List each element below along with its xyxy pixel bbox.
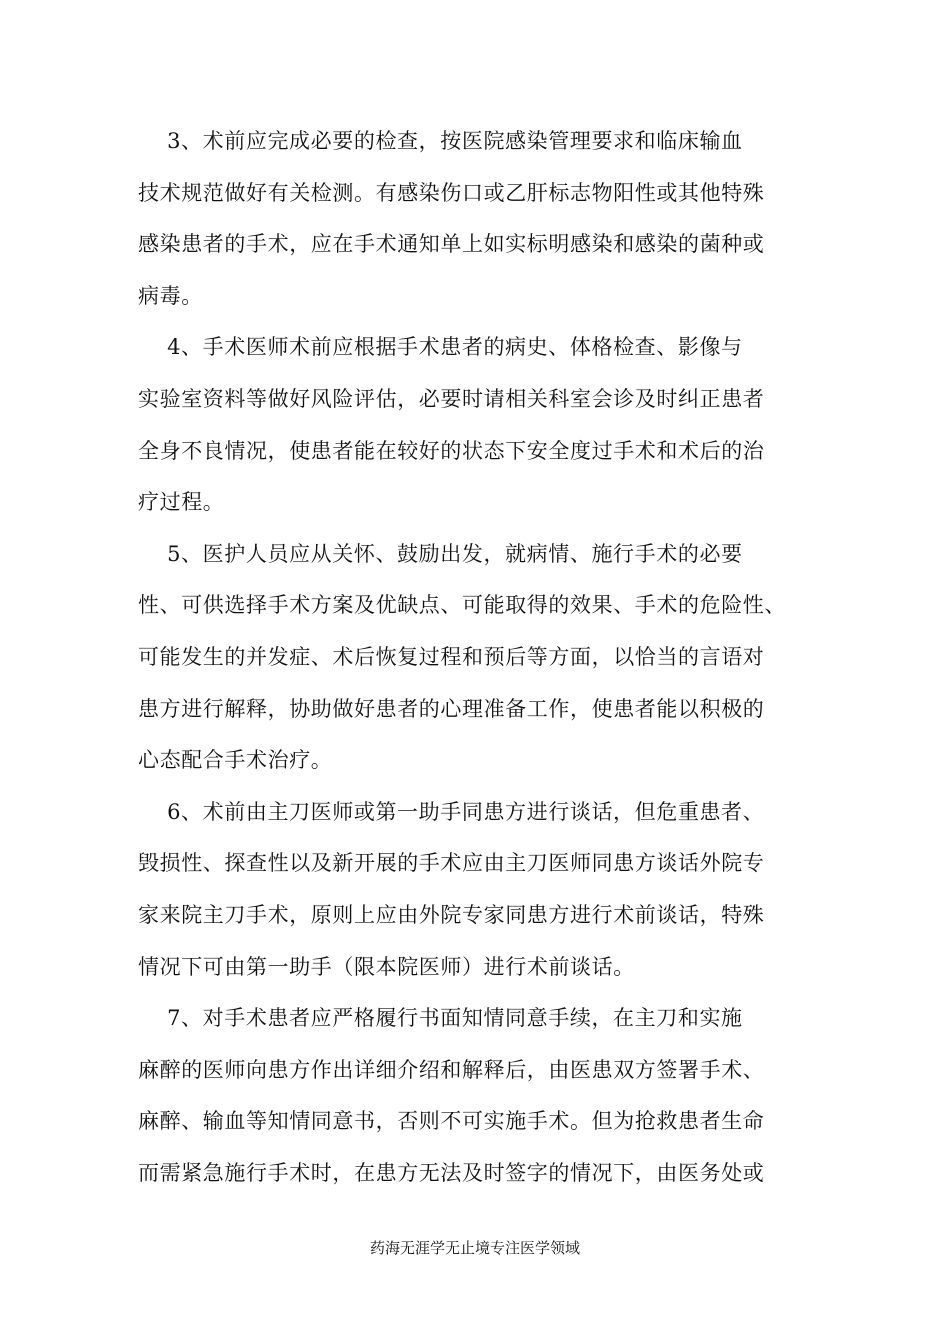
page-footer: 药海无涯学无止境专注医学领域	[369, 1239, 580, 1257]
text-line-10: 性、可供选择手术方案及优缺点、可能取得的效果、手术的危险性、	[138, 593, 786, 618]
text-line-19: 麻醉的医师向患方作出详细介绍和解释后，由医患双方签署手术、	[138, 1057, 765, 1082]
text-line-17: 情况下可由第一助手（限本院医师）进行术前谈话。	[138, 954, 635, 979]
text-line-8: 疗过程。	[138, 490, 225, 515]
text-line-7: 全身不良情况，使患者能在较好的状态下安全度过手术和术后的治	[138, 438, 765, 463]
text-line-15: 毁损性、探查性以及新开展的手术应由主刀医师同患方谈话外院专	[138, 851, 765, 876]
text-line-6: 实验室资料等做好风险评估，必要时请相关科室会诊及时纠正患者	[138, 386, 765, 411]
text-line-1: 3、术前应完成必要的检查，按医院感染管理要求和临床输血	[138, 129, 743, 153]
text-line-4: 病毒。	[138, 283, 203, 308]
text-line-18: 7、对手术患者应严格履行书面知情同意手续，在主刀和实施	[138, 1006, 743, 1031]
text-line-3: 感染患者的手术，应在手术通知单上如实标明感染和感染的菌种或	[138, 232, 765, 257]
text-line-5: 4、手术医师术前应根据手术患者的病史、体格检查、影像与	[138, 335, 743, 360]
text-line-13: 心态配合手术治疗。	[138, 748, 333, 773]
text-line-21: 而需紧急施行手术时，在患方无法及时签字的情况下，由医务处或	[138, 1160, 765, 1185]
text-line-9: 5、医护人员应从关怀、鼓励出发，就病情、施行手术的必要	[138, 541, 743, 566]
text-line-2: 技术规范做好有关检测。有感染伤口或乙肝标志物阳性或其他特殊	[138, 180, 765, 205]
document-body	[138, 122, 828, 1205]
text-line-20: 麻醉、输血等知情同意书，否则不可实施手术。但为抢救患者生命	[138, 1109, 765, 1134]
text-line-11: 可能发生的并发症、术后恢复过程和预后等方面，以恰当的言语对	[138, 644, 765, 669]
text-line-16: 家来院主刀手术，原则上应由外院专家同患方进行术前谈话，特殊	[138, 902, 765, 927]
text-line-14: 6、术前由主刀医师或第一助手同患方进行谈话，但危重患者、	[138, 799, 765, 824]
text-line-12: 患方进行解释，协助做好患者的心理准备工作，使患者能以积极的	[138, 696, 765, 721]
